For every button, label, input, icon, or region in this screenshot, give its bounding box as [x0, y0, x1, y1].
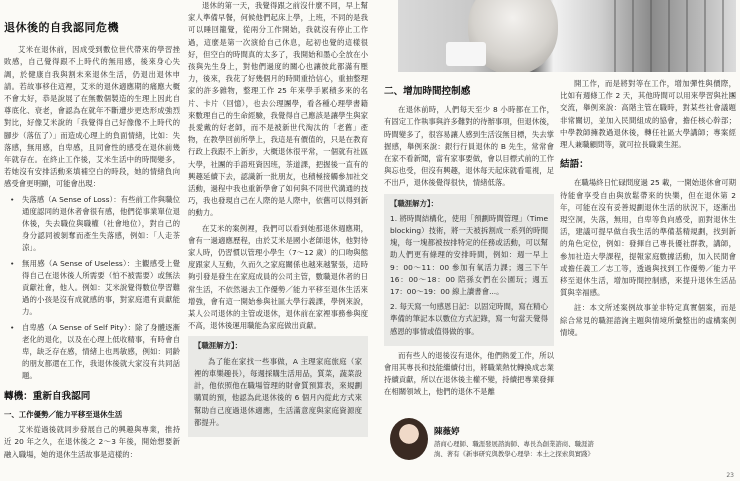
paragraph: 開工作，而是將對等在工作，增加彈性與價際，比如有週條工作 2 天，其他時間可以用來學習與社團交流，舉例來說：高階主管在職時，對某些社會議題非常關切，並加入民間組成的協會，擔任核心幹部；中學教師擁教過退休後，轉任社區大學講師；專案經理人兼職顧問等，就可拉長職業生涯。: [560, 79, 736, 150]
article-title: 退休後的自我認同危機: [4, 21, 119, 34]
author-avatar: [390, 418, 428, 460]
section-heading: 結語：: [560, 159, 589, 171]
paragraph: 在職場終日忙碌問度過 25 載，一開始退休會可期待能會享受自由與放鬆帶來的快樂，但在退休第 2 年，可能在沒有妥善規劃退休生活的狀況下，逐漸出現空洞，失落，無用，自卑等負向感受，面對退休生活，建議可提早做自我生活的準備基精規劃，找到新的角色定位，例如：發揮自己專長優社群教，講師，參加社造大學課程，提報家庭數據活動，加入民間會或擔任義工／志工等，透過與找到工作優勢／能力平移至退休生活，增加時間控制感，來提升退休生活品質與幸福感。: [560, 178, 736, 298]
tip-list-item: 2. 每天寫一句感恩日記：以固定時間，寫在精心準備的筆記本以數位方式記錄，寫一句當天覺得感恩的事情或值得做的事。: [390, 302, 548, 336]
bullet-loss: • 失落感（A Sense of Loss）：有些前工作與職位通度認同的退休者會很有感，他們從事業單位退休後，失去職位與職權（社會地位），對自己的身分認同被剝奪而產生失落感，例如：「人走茶涼」。: [4, 194, 180, 255]
tip-title: 【職涯解方】：: [194, 341, 243, 351]
paragraph: 在艾米的案例裡，我們可以看到她那退休週應期，會有一過適應歷程，由於艾米是國小老師退休，他對待家人時，仍習慣以管理小學生（7～12 歲）的口吻與態度跟家人互動，久而久之家庭關係也越來越緊張，這時夠引發是發生在家庭成員的公司主管，數職退休者的日常生活，不依然過去工作優勢／能力平移至退休生活來增強，會有這一開始參與社區大學行義課，學例來說，某人公司退休的主管或退休，退休前在家裡事務參與度不高，退休後運用職能為家庭做出貢獻。: [188, 223, 368, 331]
page-number: 23: [726, 472, 734, 479]
footnote: 註：本文所述案例故事並非特定真實個案，而是綜合常見的職涯諮詢主題與情境所彙整出的虛構案例情境。: [560, 303, 736, 337]
bullet-self-pity: • 自卑感（A Sense of Self Pity）：除了身體逐漸老化的退化，以及在心理上低收精事，有時會自卑，缺乏存在感，情緒上也馬敏感，例如：同齡的朋友都還在工作，我退休後就大家沒有共同話題。: [4, 322, 180, 383]
author-name: 陳薇婷: [434, 427, 460, 437]
career-tip-box: [188, 336, 368, 436]
tip-list-item: 1. 將時間結構化，使用「預劃時間管理」（Time blocking）技術，將一天被拆割成一系列的時間塊，每一塊都被按排特定的任務或活動，可以幫助人們更有條理的安排時間，例如：週一早上 9：00～11：00 參加有氧活力課；週三下午 16：00～18：00 陪孫女們在公園玩；週五 17：00～19：00 線上讀書會...。: [390, 213, 548, 297]
column-1: [4, 0, 180, 481]
subsection-heading: 一、工作優勢／能力平移至退休生活: [4, 409, 123, 419]
paragraph: 艾米從過後就同步發展自己的興趣與專業，推持近 20 年之久，在退休後之 2～3 年後，開始想要新融入職場，她的退休生活故事是這樣的：: [4, 425, 180, 459]
tip-title: 【職涯解方】：: [390, 198, 439, 208]
paragraph: 退休的第一天，我覺得跟之前沒什麼不同，早上幫家人準備早餐，何候他們起床上學，上班，不同的是我可以睡回籠覺，從兩分工作開始，我就沒有停止工作過，這麼是第一次演給自己休息，起初也覺的這樣很好，但空白的時間真的太多了，我開始和墨心全放在小孩與先生身上，對他們過度的關心也讓彼此都滿有壓力，後來，我花了好幾個月的時間重拾信心，重抽整理家的許多雜物，整理工作 25 年來學手累積多來的名片、卡片（回憶），也去公理團學，看各種心理學書籍來數理自己的生命經驗，我覺得自己應該是讓學生與家長愛戴的好老師，而不是被新世代淘汰的「老舊」產物，在教學回前所學上，我這是有價值的，只是在教育行政上我跟不上新步，大概退休很平常，一個就有社區大學，社團的手語班資因班，茶道課，把握後一直有的興趣延續下去，認識新一批朋友，也積極接觸參加社交活動，過程中我也重新學會了如何與不同世代溝通的技巧，我也發現自己在人際的是人際中，依舊可以得到新的動力。: [188, 1, 368, 218]
column-2: [188, 0, 368, 481]
paragraph: 艾米在退休前，因成受到數位世代帶來的學習挫敗感，自己覺得跟不上時代的無用感，後來身心失調，於健康自我與割未來退休生活，仍退出退休申請。若故事移住這裡，艾米的退休適應期的痛應大概不會太好，恭是說展了在無數個製造的生理上因此自尊底化、衰老，會認為在就年不斷遭步更迭形成強烈對比，好像艾米說的「我覺得自己好像像不上時代的腳步（落伍了）」而造成心理上的負面情緒，比如：失落感，無用感，自卑感，且同會性的感受在退休前幾年就存在。在終止工作後，艾米生活中的時間變多，若她沒有安排活動來填補空白的時段，她的情緒負向感受會更明顯，可能會出現：: [4, 45, 180, 189]
section-heading: 二、增加時間控制感: [384, 86, 471, 97]
bullet-useless: • 無用感（A Sense of Useless）：主觀感受上覺得自己在退休後人所需要（怕不被需要）或無法貢獻社會，他人。例如：艾米說覺得數位學習難過的小孩是沒有成就感的事，對家庭還有貢獻能力。: [4, 258, 180, 319]
cup-illustration: [446, 42, 486, 66]
tip-body: 為了能在家找一些事做，A 主理家庭旅庭（家裡的車樂趣長），每週採購生活用品，質菜，蔬菜設計，他依照他在職場管理的財會質預算表，來規劃購買的預，他認為此退休後的 6 個月內從此方式來幫助自己度過退休適應，生活滿意度與家庭資源度都提升。: [194, 356, 362, 427]
paragraph: 在退休前時，人們每天至少 8 小時都在工作，有固定工作執事與許多難對的待辦事項，但退休後，時間變多了，很容易讓人感到生活沒無目標，失去掌握感，舉例來說：銀行行員退休的 B 先生，常常會在家不看新聞，當有家事要做，會以目標式前的工作與忘也受，但沒有興趣，退休每天起床就看電視，足不出戶，退休後覺得很快，情緒低落。: [384, 105, 554, 188]
career-tip-box: [384, 194, 554, 346]
article-photo: [398, 0, 736, 72]
author-bio: 諮商心理師、職涯發展諮詢師、專長為創業諮商、職涯諮詢、著有《新事研究與教學心理學：本土之探索與實踐》: [434, 440, 594, 458]
railing-background: [598, 0, 736, 72]
paragraph: 而有些人的退後沒有退休，他們熱愛工作，所以會用其專長和技能繼續付出，將職業熱忱轉換成志業持續貢獻，所以在退休後主權不變，持續把專業發揮在相關領域上，他們的退休不是離: [384, 350, 554, 397]
section-heading: 轉機：重新自我認同: [4, 390, 91, 402]
author-box: [384, 418, 736, 480]
